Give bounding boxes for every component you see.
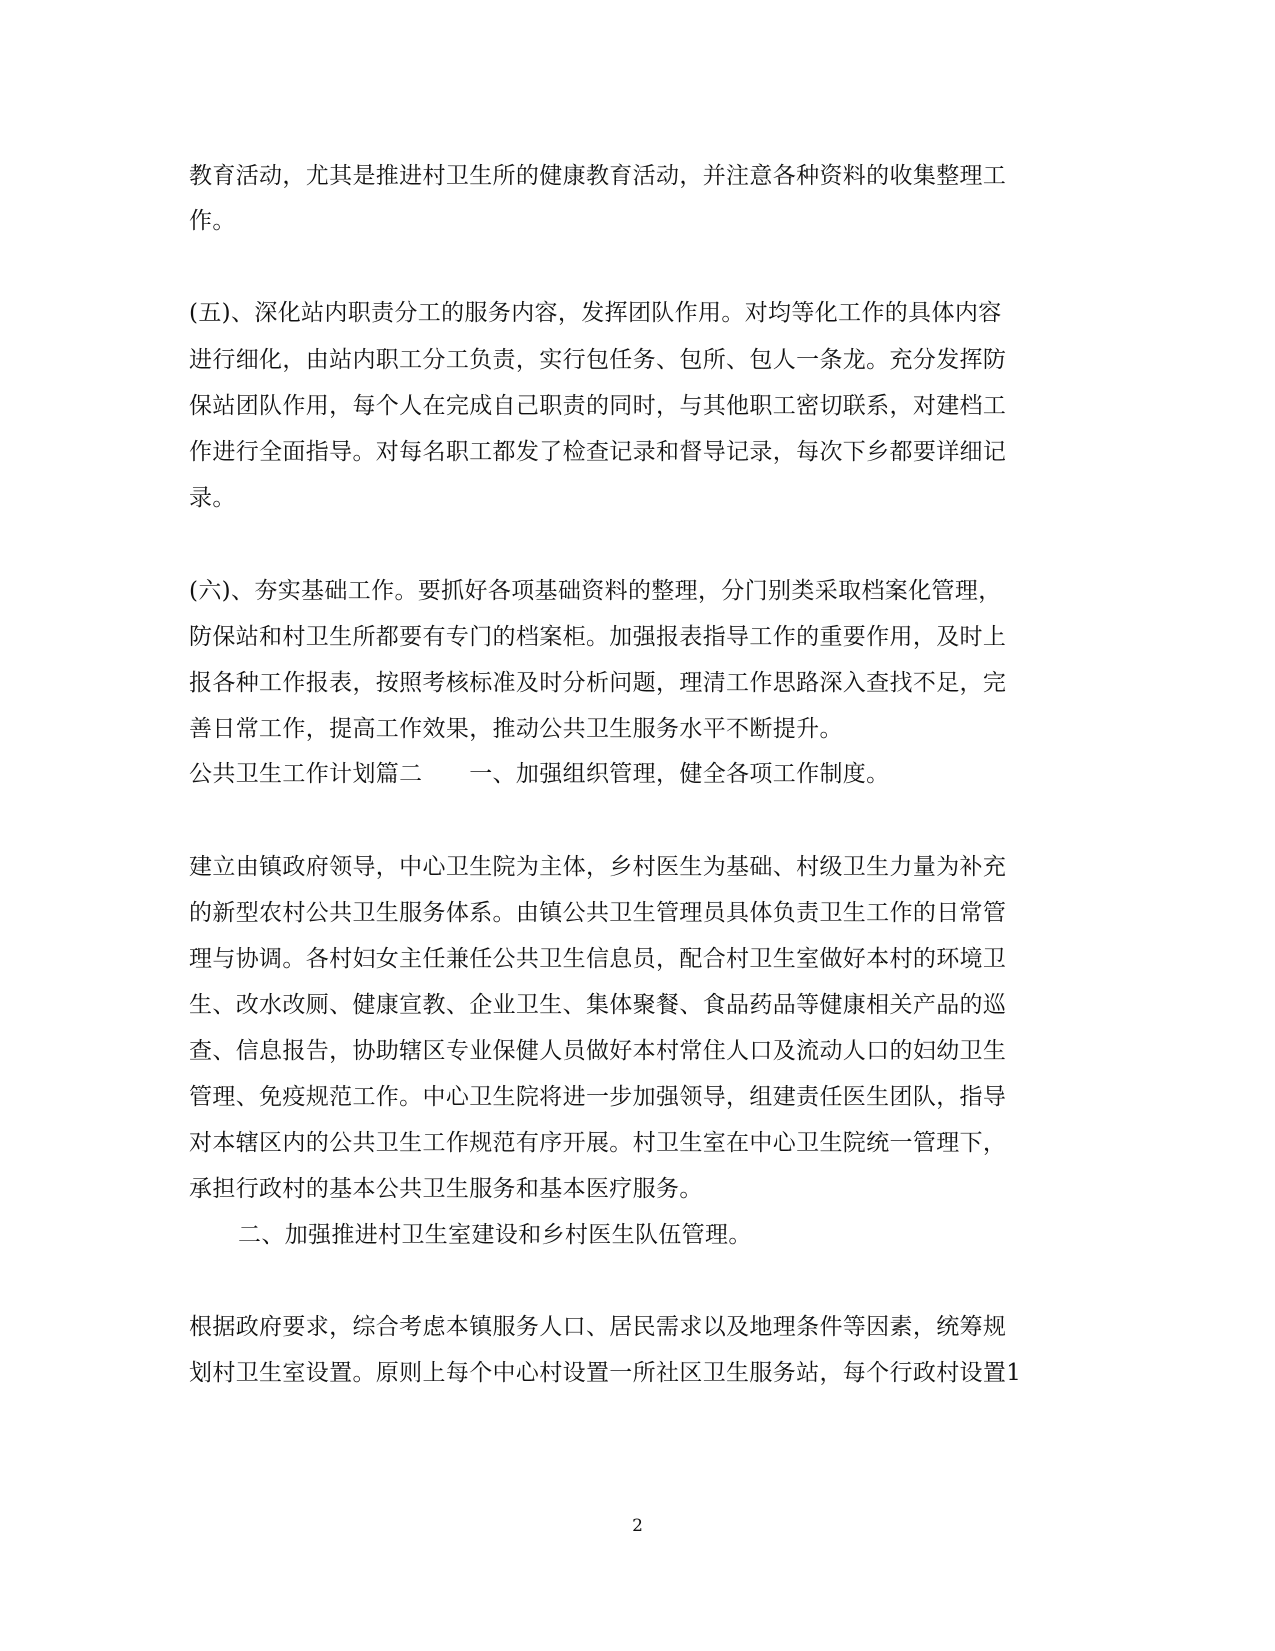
paragraph-4-line-8: 承担行政村的基本公共卫生服务和基本医疗服务。 — [189, 1176, 703, 1202]
paragraph-4-line-3: 理与协调。各村妇女主任兼任公共卫生信息员，配合村卫生室做好本村的环境卫 — [189, 946, 1007, 972]
paragraph-2-line-3: 保站团队作用，每个人在完成自己职责的同时，与其他职工密切联系，对建档工 — [189, 393, 1007, 419]
paragraph-5-line-1: 根据政府要求，综合考虑本镇服务人口、居民需求以及地理条件等因素，统筹规 — [189, 1314, 1007, 1340]
paragraph-1-line-1: 教育活动，尤其是推进村卫生所的健康教育活动，并注意各种资料的收集整理工 — [189, 163, 1007, 189]
paragraph-5-line-2: 划村卫生室设置。原则上每个中心村设置一所社区卫生服务站，每个行政村设置1 — [189, 1360, 1022, 1386]
paragraph-3-line-2: 防保站和村卫生所都要有专门的档案柜。加强报表指导工作的重要作用，及时上 — [189, 624, 1007, 650]
paragraph-2-line-1: (五)、深化站内职责分工的服务内容，发挥团队作用。对均等化工作的具体内容 — [189, 300, 1002, 326]
paragraph-1-line-2: 作。 — [189, 208, 236, 234]
section-2-heading: 二、加强推进村卫生室建设和乡村医生队伍管理。 — [238, 1222, 752, 1248]
page-number: 2 — [632, 1516, 643, 1536]
paragraph-4-line-7: 对本辖区内的公共卫生工作规范有序开展。村卫生室在中心卫生院统一管理下， — [189, 1130, 1007, 1156]
paragraph-4-line-2: 的新型农村公共卫生服务体系。由镇公共卫生管理员具体负责卫生工作的日常管 — [189, 900, 1007, 926]
paragraph-4-line-4: 生、改水改厕、健康宣教、企业卫生、集体聚餐、食品药品等健康相关产品的巡 — [189, 992, 1007, 1018]
paragraph-3-line-1: (六)、夯实基础工作。要抓好各项基础资料的整理，分门别类采取档案化管理， — [189, 578, 1002, 604]
paragraph-2-line-4: 作进行全面指导。对每名职工都发了检查记录和督导记录，每次下乡都要详细记 — [189, 439, 1007, 465]
paragraph-2-line-5: 录。 — [189, 485, 236, 511]
paragraph-4-line-5: 查、信息报告，协助辖区专业保健人员做好本村常住人口及流动人口的妇幼卫生 — [189, 1038, 1007, 1064]
section-heading-line: 公共卫生工作计划篇二 一、加强组织管理，健全各项工作制度。 — [189, 761, 890, 787]
paragraph-2-line-2: 进行细化，由站内职工分工负责，实行包任务、包所、包人一条龙。充分发挥防 — [189, 347, 1007, 373]
paragraph-4-line-6: 管理、免疫规范工作。中心卫生院将进一步加强领导，组建责任医生团队，指导 — [189, 1084, 1007, 1110]
paragraph-3-line-4: 善日常工作，提高工作效果，推动公共卫生服务水平不断提升。 — [189, 716, 843, 742]
paragraph-3-line-3: 报各种工作报表，按照考核标准及时分析问题，理清工作思路深入查找不足，完 — [189, 670, 1007, 696]
paragraph-4-line-1: 建立由镇政府领导，中心卫生院为主体，乡村医生为基础、村级卫生力量为补充 — [189, 854, 1007, 880]
